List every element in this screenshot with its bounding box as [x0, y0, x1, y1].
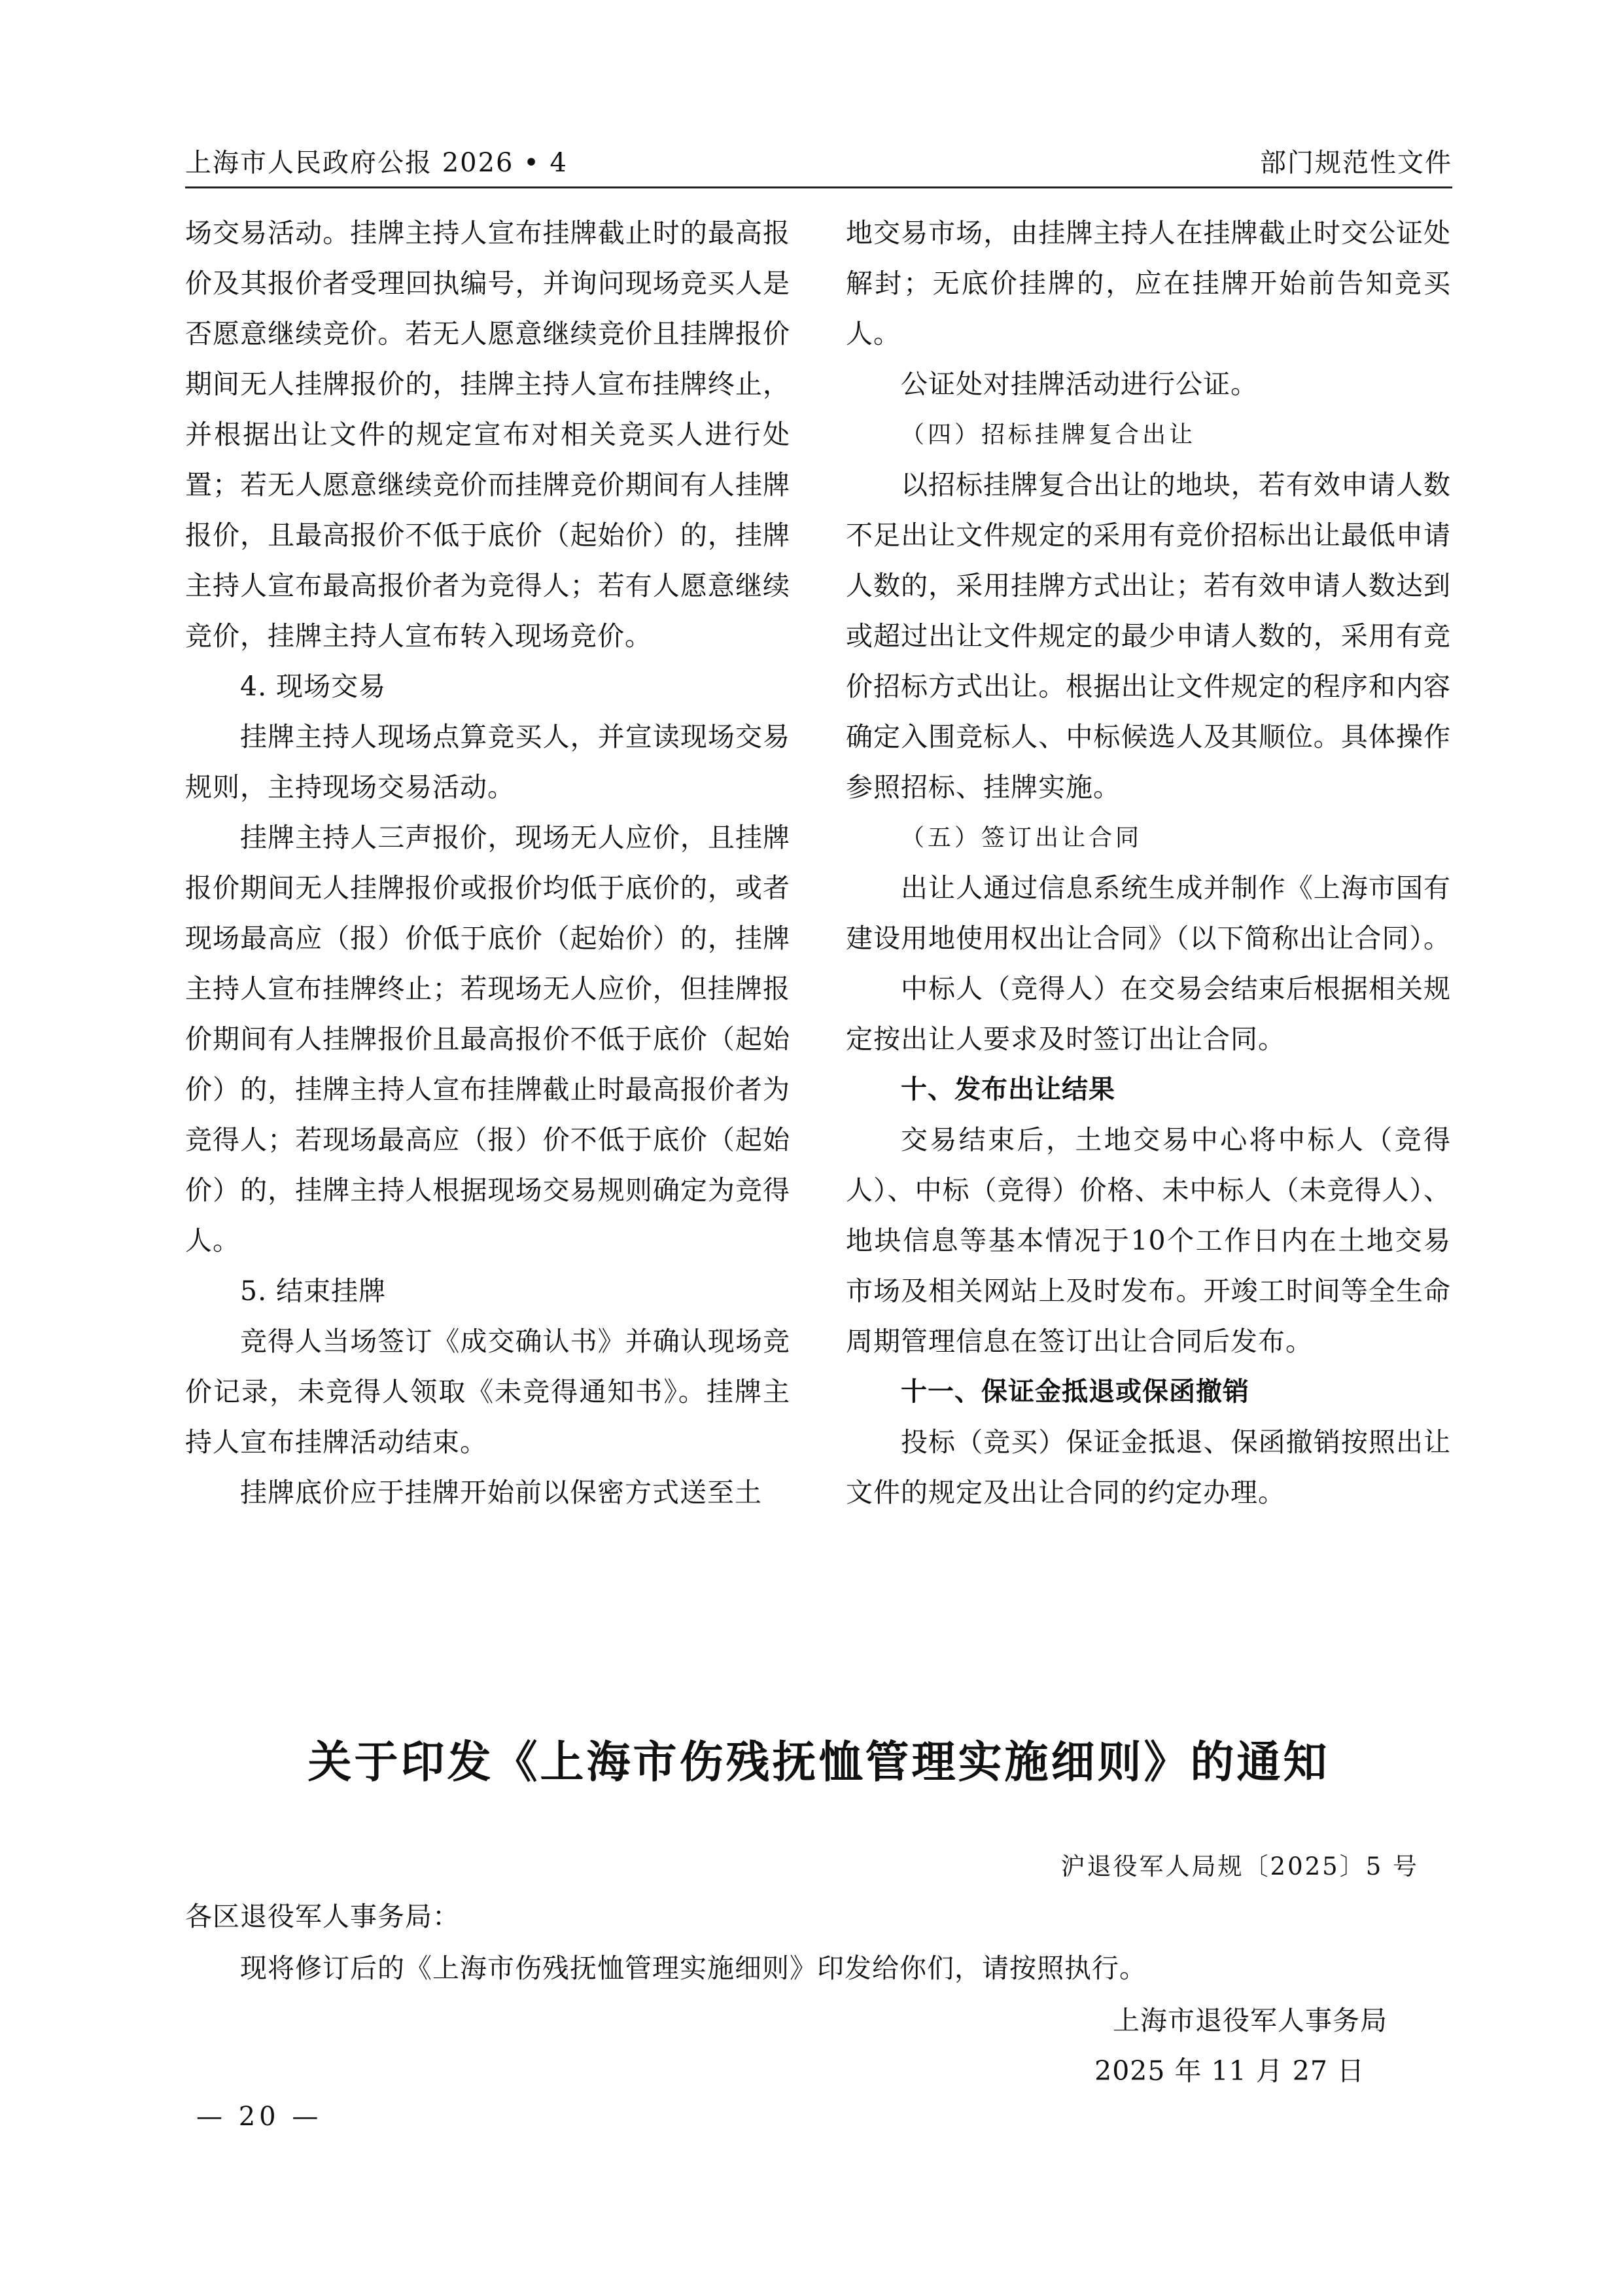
right-column: [846, 208, 1451, 1518]
paragraph: 挂牌主持人三声报价，现场无人应价，且挂牌报价期间无人挂牌报价或报价均低于底价的，或者现场最高应（报）价低于底价（起始价）的，挂牌主持人宣布挂牌终止；若现场无人应价，但挂牌报价期间有人挂牌报价且最高报价不低于底价（起始价）的，挂牌主持人宣布挂牌截止时最高报价者为竞得人；若现场最高应（报）价不低于底价（起始价）的，挂牌主持人根据现场交易规则确定为竞得人。: [185, 822, 790, 1256]
paragraph: 场交易活动。挂牌主持人宣布挂牌截止时的最高报价及其报价者受理回执编号，并询问现场竞买人是否愿意继续竞价。若无人愿意继续竞价且挂牌报价期间无人挂牌报价的，挂牌主持人宣布挂牌终止，并根据出让文件的规定宣布对相关竞买人进行处置；若无人愿意继续竞价而挂牌竞价期间有人挂牌报价，且最高报价不低于底价（起始价）的，挂牌主持人宣布最高报价者为竞得人；若有人愿意继续竞价，挂牌主持人宣布转入现场竞价。: [185, 217, 790, 652]
subheading-onsite-trading: 4. 现场交易: [240, 671, 387, 702]
paragraph: 投标（竞买）保证金抵退、保函撤销按照出让文件的规定及出让合同的约定办理。: [846, 1426, 1451, 1508]
paragraph: 挂牌主持人现场点算竞买人，并宣读现场交易规则，主持现场交易活动。: [185, 721, 790, 803]
document-number: 沪退役军人局规〔2025〕5 号: [1060, 1852, 1419, 1881]
subheading-composite-transfer: （四）招标挂牌复合出让: [901, 421, 1196, 448]
addressee: 各区退役军人事务局：: [185, 1901, 460, 1932]
left-column: [185, 208, 790, 1518]
gazette-title: 上海市人民政府公报 2026 • 4: [185, 148, 568, 178]
paragraph: 交易结束后，土地交易中心将中标人（竞得人）、中标（竞得）价格、未中标人（未竞得人）、地块信息等基本情况于10个工作日内在土地交易市场及相关网站上及时发布。开竣工时间等全生命周期管理信息在签订出让合同后发布。: [846, 1124, 1451, 1357]
paragraph: 挂牌底价应于挂牌开始前以保密方式送至土: [240, 1477, 762, 1508]
notice-title: 关于印发《上海市伤残抚恤管理实施细则》的通知: [307, 1737, 1330, 1788]
issuer: 上海市退役军人事务局: [1113, 2005, 1387, 2036]
paragraph: 竞得人当场签订《成交确认书》并确认现场竞价记录，未竞得人领取《未竞得通知书》。挂牌主持人宣布挂牌活动结束。: [185, 1326, 790, 1458]
paragraph: 公证处对挂牌活动进行公证。: [901, 368, 1258, 400]
notice-body: 现将修订后的《上海市伤残抚恤管理实施细则》印发给你们，请按照执行。: [240, 1952, 1147, 1984]
paragraph: 地交易市场，由挂牌主持人在挂牌截止时交公证处解封；无底价挂牌的，应在挂牌开始前告知竞买人。: [846, 217, 1451, 349]
paragraph: 以招标挂牌复合出让的地块，若有效申请人数不足出让文件规定的采用有竞价招标出让最低申请人数的，采用挂牌方式出让；若有效申请人数达到或超过出让文件规定的最少申请人数的，采用有竞价招标方式出让。根据出让文件规定的程序和内容确定入围竞标人、中标候选人及其顺位。具体操作参照招标、挂牌实施。: [846, 469, 1451, 803]
subheading-end-listing: 5. 结束挂牌: [240, 1275, 387, 1307]
issue-date: 2025 年 11 月 27 日: [1094, 2055, 1365, 2087]
paragraph: 出让人通过信息系统生成并制作《上海市国有建设用地使用权出让合同》（以下简称出让合同）。: [846, 872, 1451, 954]
section-title: 部门规范性文件: [1260, 148, 1452, 178]
page-header: [185, 134, 1452, 188]
section-heading-deposit: 十一、保证金抵退或保函撤销: [901, 1377, 1249, 1407]
paragraph: 中标人（竞得人）在交易会结束后根据相关规定按出让人要求及时签订出让合同。: [846, 973, 1451, 1055]
page-number: — 20 —: [196, 2102, 323, 2132]
section-heading-publish-results: 十、发布出让结果: [901, 1074, 1115, 1104]
subheading-sign-contract: （五）签订出让合同: [901, 824, 1143, 851]
